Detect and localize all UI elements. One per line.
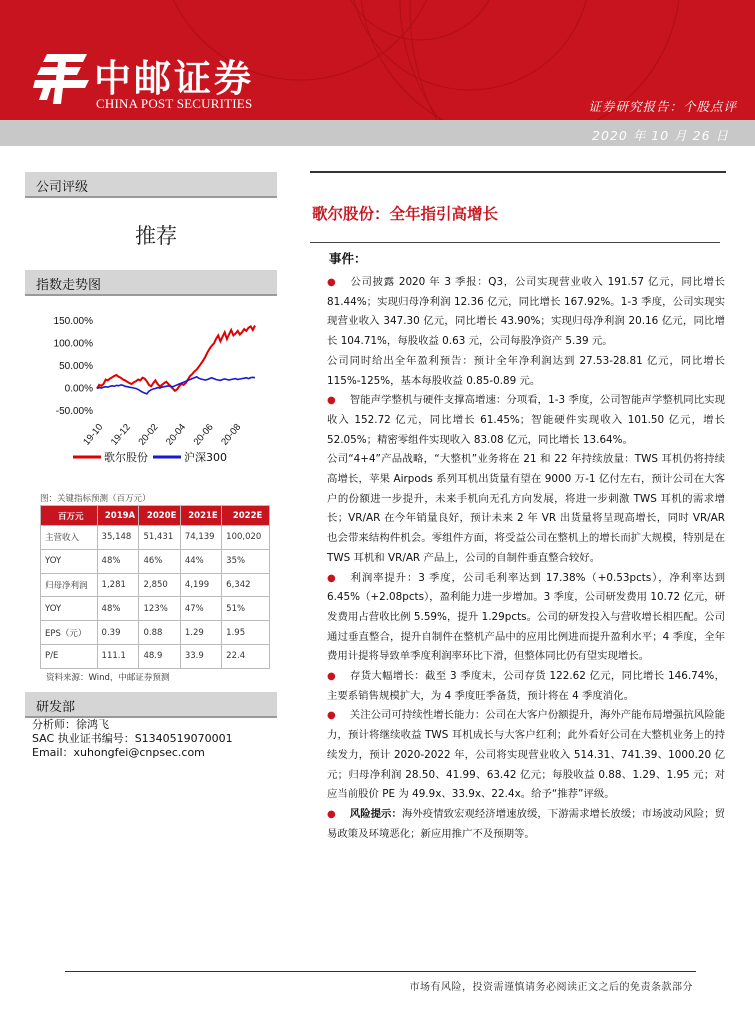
table-cell: 0.39 bbox=[97, 621, 139, 645]
paragraph-margin: ● 利润率提升：3 季度，公司毛利率达到 17.38%（+0.53pcts），净利率达到 6.45%（+2.08pcts），盈利能力进一步增加。3 季度，公司研发费用 10.72 亿元，研发费用占营收比例 5.59%，提升 1.29pcts。公司的研发投入与营收增长相匹配。公司通过垂直整合，提升自制件在整机产品中的应用比例进而提升盈利水平；4 季度，全年费用计提将导致单季度利润率环比下滑，但整体同比仍有望实现增长。 bbox=[327, 571, 725, 663]
table-cell: 111.1 bbox=[97, 644, 139, 668]
index-trend-chart bbox=[25, 305, 277, 475]
table-cell: 1.95 bbox=[222, 621, 270, 645]
paragraph-q3: ● 公司披露 2020 年 3 季报：Q3，公司实现营业收入 191.57 亿元，同比增长 81.44%；实现归母净利润 12.36 亿元，同比增长 167.92%。1-3 季度，公司实现实现营业收入 347.30 亿元，同比增长 43.90%；实现归母净利润 20.16 亿元，同比增长 104.71%，每股收益 0.63 元，公司每股净资产 5.39 元。 bbox=[327, 276, 725, 348]
top-divider bbox=[310, 171, 726, 173]
x-tick-label: 20-06 bbox=[191, 421, 216, 448]
footer-disclaimer: 市场有风险，投资需谨慎请务必阅读正文之后的免责条款部分 bbox=[409, 982, 693, 993]
legend-label: 歌尔股份 bbox=[104, 451, 148, 464]
table-source: 资料来源：Wind，中邮证券预测 bbox=[46, 673, 170, 683]
x-tick-label: 20-04 bbox=[164, 421, 189, 448]
paragraph-risk bbox=[327, 805, 725, 844]
event-heading: 事件： bbox=[329, 251, 367, 266]
table-row bbox=[41, 597, 270, 621]
rating-label: 公司评级 bbox=[36, 180, 89, 195]
table-cell: 47% bbox=[180, 597, 221, 621]
research-section-header bbox=[25, 692, 277, 718]
key-metrics-table bbox=[40, 505, 270, 669]
footer-divider bbox=[65, 971, 696, 972]
series-line-goertek bbox=[97, 326, 255, 391]
y-tick-label: 150.00% bbox=[53, 316, 93, 327]
table-row bbox=[41, 549, 270, 573]
table-header-cell: 2020E bbox=[139, 506, 180, 526]
bullet-icon: ● bbox=[327, 395, 336, 407]
x-tick-label: 20-02 bbox=[136, 421, 161, 448]
analyst-name: 分析师：徐鸿飞 bbox=[32, 718, 109, 731]
y-tick-label: 50.00% bbox=[59, 361, 93, 372]
table-cell: 1,281 bbox=[97, 573, 139, 597]
paragraph-forecast: 公司同时给出全年盈利预告：预计全年净利润达到 27.53-28.81 亿元，同比增长 115%-125%，基本每股收益 0.85-0.89 元。 bbox=[327, 354, 725, 387]
table-row bbox=[41, 526, 270, 550]
table-cell: 4,199 bbox=[180, 573, 221, 597]
rating-value: 推荐 bbox=[135, 224, 177, 248]
risk-label: 风险提示： bbox=[349, 807, 402, 820]
research-label: 研发部 bbox=[36, 700, 76, 715]
report-header bbox=[0, 0, 755, 120]
brand-name-en: CHINA POST SECURITIES bbox=[96, 96, 253, 111]
report-type: 证券研究报告：个股点评 bbox=[588, 99, 737, 114]
table-cell: 51,431 bbox=[139, 526, 180, 550]
table-cell: 48% bbox=[97, 597, 139, 621]
table-cell: 74,139 bbox=[180, 526, 221, 550]
table-row bbox=[41, 573, 270, 597]
bullet-icon: ● bbox=[327, 572, 337, 584]
paragraph-inventory: ● 存货大幅增长：截至 3 季度末，公司存货 122.62 亿元，同比增长 146.74%，主要系销售规模扩大，为 4 季度旺季备货，预计将在 4 季度消化。 bbox=[327, 670, 725, 702]
index-section-header bbox=[25, 270, 277, 296]
paragraph-strategy: 公司“4+4”产品战略，“大整机”业务将在 21 和 22 年持续放量：TWS 耳机仍将持续高增长，苹果 Airpods 系列耳机出货量有望在 9000 万-1 亿付左右，预计公司在大客户的份额进一步提升，未来手机向无孔方向发展，将进一步刺激 TWS 耳机的需求增长；VR/AR 在今年销量良好，预计未来 2 年 VR 出货量将呈现高增长，同时 VR/AR 也会带来结构件机会。零组件方面，将受益公司在整机上的增长而扩大规模，特别是在 TWS 耳机和 VR/AR 产品上，公司的自制件垂直整合较好。 bbox=[327, 453, 725, 564]
china-post-logo-icon bbox=[33, 50, 91, 106]
table-header-cell: 2021E bbox=[180, 506, 221, 526]
bullet-icon: ● bbox=[327, 808, 336, 820]
analyst-info bbox=[32, 718, 233, 760]
y-tick-label: 0.00% bbox=[64, 383, 93, 395]
table-caption: 图：关键指标预测（百万元） bbox=[40, 494, 151, 504]
report-title: 歌尔股份：全年指引高增长 bbox=[312, 205, 499, 223]
table-header-cell: 2019A bbox=[97, 506, 139, 526]
table-row-label: P/E bbox=[41, 644, 98, 668]
bullet-icon: ● bbox=[327, 671, 337, 683]
table-cell: 6,342 bbox=[222, 573, 270, 597]
report-date: 2020 年 10 月 26 日 bbox=[592, 128, 729, 143]
table-cell: 22.4 bbox=[222, 644, 270, 668]
y-tick-label: -50.00% bbox=[55, 406, 93, 417]
table-cell: 48.9 bbox=[139, 644, 180, 668]
legend-label: 沪深300 bbox=[184, 451, 227, 464]
title-divider bbox=[310, 242, 720, 243]
table-cell: 1.29 bbox=[180, 621, 221, 645]
table-cell: 0.88 bbox=[139, 621, 180, 645]
table-cell: 51% bbox=[222, 597, 270, 621]
table-cell: 46% bbox=[139, 549, 180, 573]
index-label: 指数走势图 bbox=[36, 278, 102, 293]
table-row bbox=[41, 644, 270, 668]
table-row-label: 归母净利润 bbox=[41, 573, 98, 597]
x-tick-label: 19-10 bbox=[81, 421, 106, 448]
brand-name-cn: 中邮证券 bbox=[94, 56, 254, 100]
risk-text: 海外疫情致宏观经济增速放缓，下游需求增长放缓；市场波动风险；贸易政策及环境恶化；新应用推广不及预期等。 bbox=[327, 807, 725, 840]
rating-section-header bbox=[25, 172, 277, 198]
table-cell: 48% bbox=[97, 549, 139, 573]
analyst-email: Email：xuhongfei@cnpsec.com bbox=[32, 746, 205, 759]
x-tick-label: 20-08 bbox=[219, 421, 244, 448]
table-header-cell: 百万元 bbox=[41, 506, 98, 526]
table-cell: 33.9 bbox=[180, 644, 221, 668]
paragraph-acoustic: ● 智能声学整机与硬件支撑高增速：分项看，1-3 季度，公司智能声学整机同比实现收入 152.72 亿元，同比增长 61.45%；智能硬件实现收入 101.50 亿元，增长 52.05%；精密零组件实现收入 83.08 亿元，同比增长 13.64%。 bbox=[327, 394, 725, 446]
table-header-row bbox=[41, 506, 270, 526]
table-cell: 35% bbox=[222, 549, 270, 573]
table-cell: 100,020 bbox=[222, 526, 270, 550]
table-cell: 123% bbox=[139, 597, 180, 621]
table-cell: 44% bbox=[180, 549, 221, 573]
table-cell: 2,850 bbox=[139, 573, 180, 597]
bullet-icon: ● bbox=[327, 277, 337, 288]
table-row bbox=[41, 621, 270, 645]
report-body bbox=[327, 273, 725, 844]
table-row-label: YOY bbox=[41, 549, 98, 573]
paragraph-growth: ● 关注公司可持续性增长能力：公司在大客户份额提升，海外产能布局增强抗风险能力，预计将继续收益 TWS 耳机成长与大客户红利；此外看好公司在大整机业务上的持续发力，预计 2020-2022 年，公司将实现营业收入 514.31、741.39、1000.20 亿元；归母净利润 28.50、41.99、63.42 亿元；每股收益 0.88、1.29、1.95 元；对应当前股价 PE 为 49.9x、33.9x、22.4x。给予“推荐”评级。 bbox=[327, 709, 725, 801]
table-cell: 35,148 bbox=[97, 526, 139, 550]
series-line-csi300 bbox=[97, 377, 255, 394]
table-row-label: 主营收入 bbox=[41, 526, 98, 550]
y-tick-label: 100.00% bbox=[53, 338, 93, 350]
bullet-icon: ● bbox=[327, 710, 336, 722]
analyst-sac: SAC 执业证书编号：S1340519070001 bbox=[32, 732, 233, 745]
x-tick-label: 19-12 bbox=[108, 421, 133, 448]
table-row-label: EPS（元） bbox=[41, 621, 98, 645]
table-row-label: YOY bbox=[41, 597, 98, 621]
table-header-cell: 2022E bbox=[222, 506, 270, 526]
